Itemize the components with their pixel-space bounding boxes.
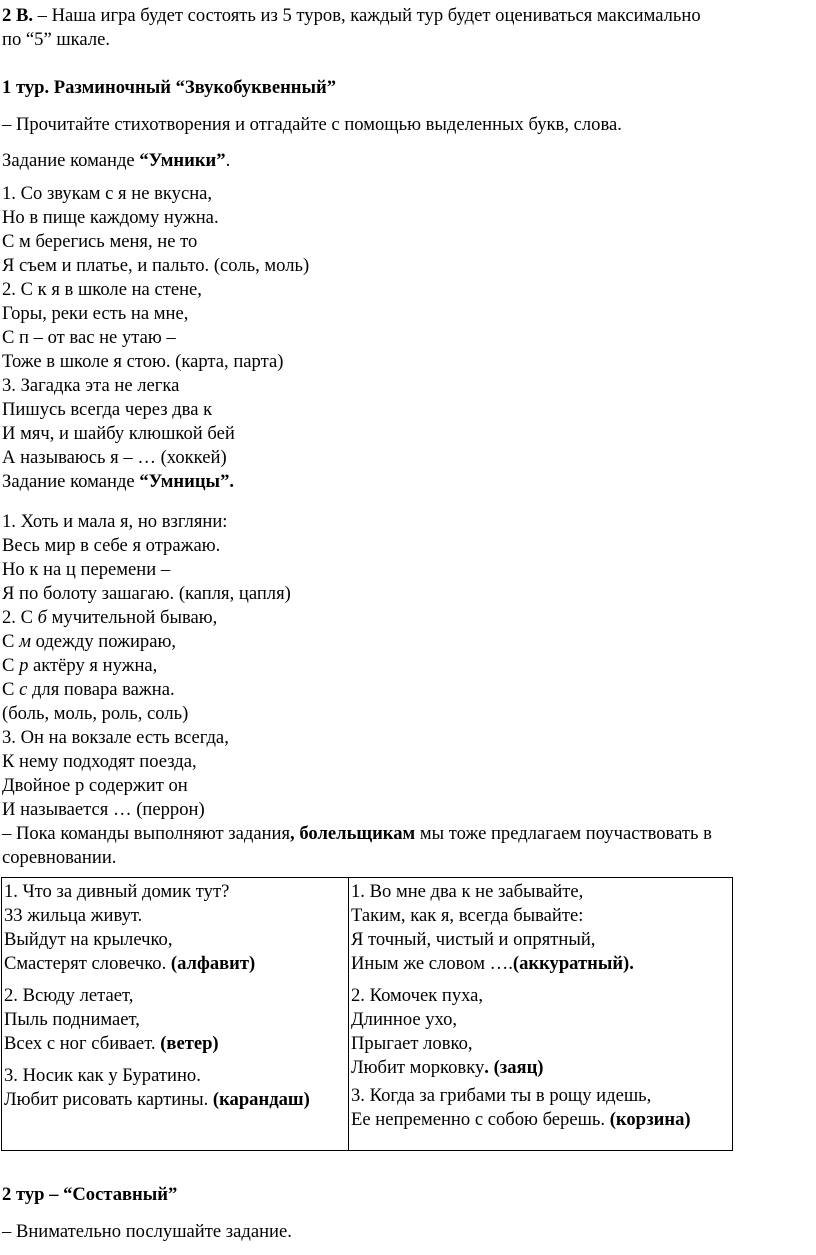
poem-line: Пишусь всегда через два к: [2, 399, 213, 420]
task-prefix: Задание команде: [2, 150, 140, 171]
riddle-line: Я точный, чистый и опрятный,: [351, 929, 596, 950]
poem-line: Но в пище каждому нужна.: [2, 207, 219, 228]
riddle-text: Любит рисовать картины.: [4, 1089, 213, 1110]
riddle-text: Всех с ног сбивает.: [4, 1033, 161, 1054]
table-cell-left: [2, 878, 349, 1151]
poems-block-2: [2, 510, 291, 822]
riddle-answer: (корзина): [609, 1109, 691, 1130]
poem-line: А называюсь я – … (хоккей): [2, 447, 227, 468]
riddle-answer: . (заяц): [484, 1057, 544, 1078]
riddle-line: 2. Всюду летает,: [4, 985, 134, 1006]
poem-line: [2, 630, 291, 654]
riddle-line: 1. Во мне два к не забывайте,: [351, 881, 584, 902]
poem-line: Тоже в школе я стою. (карта, парта): [2, 351, 284, 372]
poem-line: Горы, реки есть на мне,: [2, 303, 189, 324]
poem-line: С м берегись меня, не то: [2, 231, 198, 252]
team-name: “Умники”: [139, 150, 226, 171]
fans-bold: , болельщикам: [290, 823, 416, 844]
poem-text: актёру я нужна,: [28, 655, 158, 676]
team-name: “Умницы”.: [139, 471, 235, 492]
poem-line: 2. С к я в школе на стене,: [2, 279, 202, 300]
poem-letter: б: [37, 607, 48, 628]
task-team-umnitsy: [2, 470, 234, 494]
riddle: [4, 880, 348, 976]
poem-line: И мяч, и шайбу клюшкой бей: [2, 423, 235, 444]
poem-text: для повара важна.: [27, 679, 175, 700]
table-cell-right: [349, 878, 733, 1151]
riddle-line: [4, 952, 348, 976]
fans-text: – Пока команды выполняют задания: [2, 823, 291, 844]
poem-line: Весь мир в себе я отражаю.: [2, 535, 221, 556]
riddle-line: 1. Что за дивный домик тут?: [4, 881, 230, 902]
riddle-text: Ее непременно с собою берешь.: [351, 1109, 610, 1130]
poem-text: С: [2, 631, 20, 652]
riddle-text: Иным же словом ….: [351, 953, 513, 974]
poem-line: С п – от вас не утаю –: [2, 327, 176, 348]
riddle-line: Пыль поднимает,: [4, 1009, 140, 1030]
riddle-line: [4, 1032, 348, 1056]
task-prefix: Задание команде: [2, 471, 140, 492]
riddle-line: 2. Комочек пуха,: [351, 985, 484, 1006]
poem-line: Но к на ц перемени –: [2, 559, 171, 580]
fans-paragraph: [2, 822, 712, 846]
poem-letter: р: [19, 655, 29, 676]
poem-line: К нему подходят поезда,: [2, 751, 197, 772]
poem-line: Двойное р содержит он: [2, 775, 188, 796]
intro-label: 2 В.: [2, 5, 33, 26]
poem-text: 2. С: [2, 607, 38, 628]
riddle-answer: (ветер): [160, 1033, 219, 1054]
riddle-text: Смастерят словечко.: [4, 953, 171, 974]
poems-block-1: [2, 182, 309, 470]
fans-text: мы тоже предлагаем поучаствовать в: [415, 823, 712, 844]
poem-line: [2, 606, 291, 630]
round1-heading: 1 тур. Разминочный “Звукобуквенный”: [2, 77, 337, 98]
poem-line: [2, 654, 291, 678]
riddles-table: [1, 877, 733, 1151]
poem-text: одежду пожираю,: [30, 631, 176, 652]
riddle-answer: (алфавит): [170, 953, 256, 974]
poem-text: С: [2, 679, 20, 700]
riddle-line: Выйдут на крылечко,: [4, 929, 173, 950]
poem-text: С: [2, 655, 20, 676]
task-team-umniki: [2, 149, 230, 173]
riddle: [351, 880, 732, 976]
riddle-line: [351, 952, 732, 976]
riddle-answer: (аккуратный).: [512, 953, 634, 974]
poem-line: И называется … (перрон): [2, 799, 205, 820]
riddle-line: [351, 1056, 732, 1080]
riddle-line: [351, 1108, 732, 1132]
poem-letter: м: [19, 631, 31, 652]
round2-heading: 2 тур – “Составный”: [2, 1184, 178, 1205]
poem-text: мучительной бываю,: [47, 607, 218, 628]
intro-paragraph-line2: по “5” шкале.: [2, 29, 111, 50]
riddle-line: Прыгает ловко,: [351, 1033, 473, 1054]
poem-line: Я по болоту зашагаю. (капля, цапля): [2, 583, 291, 604]
poem-line: 3. Он на вокзале есть всегда,: [2, 727, 229, 748]
poem-line: (боль, моль, роль, соль): [2, 703, 189, 724]
poem-line: 1. Хоть и мала я, но взгляни:: [2, 511, 228, 532]
riddle: [4, 984, 348, 1056]
poem-line: [2, 678, 291, 702]
round2-instruction: – Внимательно послушайте задание.: [2, 1221, 292, 1242]
poem-line: 3. Загадка эта не легка: [2, 375, 180, 396]
table-row: [2, 878, 733, 1151]
riddle-line: [4, 1088, 348, 1112]
riddle-line: 3. Носик как у Буратино.: [4, 1065, 201, 1086]
riddle-line: Длинное ухо,: [351, 1009, 458, 1030]
poem-line: 1. Со звукам с я не вкусна,: [2, 183, 213, 204]
riddle: [4, 1064, 348, 1112]
round1-instruction: – Прочитайте стихотворения и отгадайте с помощью выделенных букв, слова.: [2, 114, 622, 135]
riddle-text: Любит морковку: [351, 1057, 485, 1078]
riddle: [351, 984, 732, 1080]
riddle-line: 3. Когда за грибами ты в рощу идешь,: [351, 1085, 652, 1106]
riddle: [351, 1084, 732, 1132]
task-suffix: .: [225, 150, 231, 171]
riddle-answer: (карандаш): [212, 1089, 310, 1110]
fans-paragraph-line2: соревновании.: [2, 847, 117, 868]
intro-text: – Наша игра будет состоять из 5 туров, каждый тур будет оцениваться максимально: [33, 5, 701, 26]
intro-paragraph: [2, 4, 701, 28]
riddle-line: Таким, как я, всегда бывайте:: [351, 905, 584, 926]
poem-letter: с: [19, 679, 28, 700]
riddle-line: 33 жильца живут.: [4, 905, 143, 926]
poem-line: Я съем и платье, и пальто. (соль, моль): [2, 255, 310, 276]
